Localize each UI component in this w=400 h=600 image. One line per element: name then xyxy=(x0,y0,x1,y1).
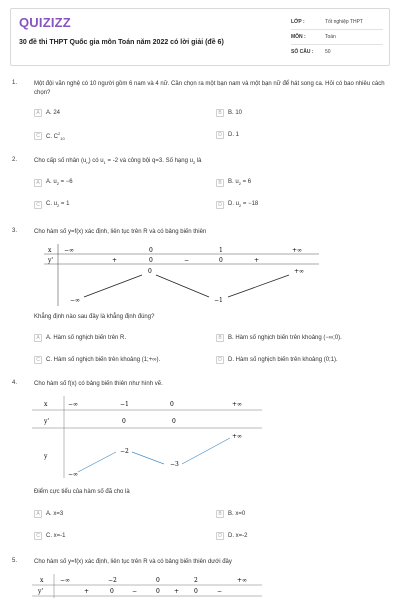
question-number: 5. xyxy=(12,558,18,564)
option-letter: A xyxy=(34,179,42,187)
x-value: +∞ xyxy=(232,401,243,408)
question-number: 1. xyxy=(12,80,18,86)
variation-table xyxy=(44,244,319,306)
question-2 xyxy=(12,157,392,217)
option-b[interactable] xyxy=(216,179,251,187)
option-text: B. $u_2 = 6$ xyxy=(228,179,252,187)
option-d[interactable] xyxy=(216,131,239,139)
option-text: C. Hàm số nghịch biến trên khoảng (1;+∞). xyxy=(46,357,161,363)
option-d[interactable] xyxy=(216,532,248,540)
option-b[interactable] xyxy=(216,109,242,117)
option-letter: C xyxy=(34,132,42,140)
option-b[interactable] xyxy=(216,510,245,518)
yprime-label: y' xyxy=(38,588,44,595)
x-value: 0 xyxy=(170,401,174,408)
y-value: −3 xyxy=(170,461,179,468)
quizizz-logo: QUIZIZZ xyxy=(19,15,71,30)
meta-label: MÔN : xyxy=(291,34,306,40)
meta-label: LỚP : xyxy=(291,19,305,25)
question-text: Một đội văn nghệ có 10 người gồm 6 nam và 4 nữ. Cần chọn ra một bạn nam và một bạn nữ để hát song ca. Hỏi có bao nhiêu cách chọn? xyxy=(34,81,385,96)
x-value: +∞ xyxy=(237,577,248,584)
option-letter: A xyxy=(34,334,42,342)
option-c[interactable] xyxy=(34,356,160,364)
question-number: 3. xyxy=(12,228,18,234)
sign: 0 xyxy=(110,588,114,595)
question-text: Cho cấp số nhân $(u_n)$ có $u_1 = -2$ và công bội q=3. Số hạng $u_2$ là xyxy=(34,158,202,166)
option-c[interactable] xyxy=(34,201,69,209)
arrow-up xyxy=(84,275,142,297)
x-value: 0 xyxy=(149,247,153,254)
option-text: D. Hàm số nghịch biến trên khoảng (0;1). xyxy=(228,357,338,363)
sign: + xyxy=(254,257,260,264)
sign: + xyxy=(174,588,180,595)
arrow-up xyxy=(182,438,230,464)
y-value: 0 xyxy=(148,268,152,275)
option-a[interactable] xyxy=(34,179,73,187)
option-letter: D xyxy=(216,131,224,139)
question-text: Điểm cực tiểu của hàm số đã cho là xyxy=(34,489,130,495)
option-letter: C xyxy=(34,201,42,209)
x-label: x xyxy=(44,401,48,408)
question-text: Cho hàm số f(x) có bảng biến thiên như hình vẽ. xyxy=(34,381,163,387)
x-value: +∞ xyxy=(292,247,303,254)
question-1 xyxy=(12,80,392,160)
variation-table xyxy=(32,396,262,478)
y-value: +∞ xyxy=(294,268,305,275)
arrow-down xyxy=(156,275,209,297)
question-4 xyxy=(12,380,392,550)
y-value: −2 xyxy=(120,448,129,455)
question-text: Cho hàm số y=f(x) xác định, liên tục trên R và có bảng biến thiên xyxy=(34,229,207,235)
option-text: B. 10 xyxy=(228,110,243,116)
option-text: D. 1 xyxy=(228,132,240,138)
option-c[interactable] xyxy=(34,532,66,540)
meta-value: Toán xyxy=(325,34,336,40)
option-letter: B xyxy=(216,510,224,518)
meta-value: Tốt nghiệp THPT xyxy=(325,19,363,25)
sign: − xyxy=(184,257,190,264)
arrow-up xyxy=(228,275,289,297)
yprime-value: 0 xyxy=(172,418,176,425)
meta-row-count xyxy=(291,45,383,59)
option-text: A. 24 xyxy=(46,110,61,116)
option-b[interactable] xyxy=(216,334,342,342)
option-letter: B xyxy=(216,109,224,117)
option-d[interactable] xyxy=(216,356,338,364)
meta-info xyxy=(291,15,383,59)
sign: 0 xyxy=(149,257,153,264)
option-letter: B xyxy=(216,179,224,187)
option-text: A. Hàm số nghịch biến trên R. xyxy=(46,335,127,341)
sign: 0 xyxy=(219,257,223,264)
x-value: 1 xyxy=(219,247,223,254)
arrow-down xyxy=(132,452,164,464)
document-header xyxy=(10,8,390,66)
option-text: C. $C^2_{10}$ xyxy=(46,131,65,142)
option-letter: C xyxy=(34,532,42,540)
option-text: A. $u_2 = -6$ xyxy=(46,179,73,187)
y-value: −1 xyxy=(214,297,223,304)
x-value: −∞ xyxy=(60,577,71,584)
option-text: B. x=0 xyxy=(228,511,246,517)
option-text: D. x=-2 xyxy=(228,533,248,539)
document-title: 30 đề thi THPT Quốc gia môn Toán năm 2022 có lời giải (đề 6) xyxy=(19,39,224,46)
meta-row-class xyxy=(291,15,383,30)
x-value: 0 xyxy=(156,577,160,584)
question-text: Khẳng định nào sau đây là khẳng định đúng? xyxy=(34,314,155,320)
x-value: 2 xyxy=(194,577,198,584)
option-letter: C xyxy=(34,356,42,364)
option-letter: A xyxy=(34,510,42,518)
option-text: D. $u_2 = -18$ xyxy=(228,201,259,209)
option-letter: D xyxy=(216,201,224,209)
y-value: −∞ xyxy=(70,297,81,304)
y-label: y xyxy=(44,453,48,460)
variation-table xyxy=(32,574,262,598)
sign: − xyxy=(132,588,138,595)
option-letter: A xyxy=(34,109,42,117)
sign: + xyxy=(112,257,118,264)
option-text: C. x=-1 xyxy=(46,533,66,539)
x-value: −∞ xyxy=(64,247,75,254)
option-letter: B xyxy=(216,334,224,342)
meta-value: 50 xyxy=(325,49,331,55)
yprime-label: y' xyxy=(48,257,54,264)
meta-row-subject xyxy=(291,30,383,45)
sign: + xyxy=(84,588,90,595)
meta-label: SỐ CÂU : xyxy=(291,49,314,55)
option-text: A. x=3 xyxy=(46,511,64,517)
y-value: −∞ xyxy=(68,471,79,478)
option-a[interactable] xyxy=(34,334,126,342)
x-value: −∞ xyxy=(68,401,79,408)
question-number: 2. xyxy=(12,157,18,163)
option-c[interactable] xyxy=(34,131,65,141)
yprime-value: 0 xyxy=(122,418,126,425)
x-label: x xyxy=(40,577,44,584)
sign: − xyxy=(217,588,223,595)
arrow-up xyxy=(78,452,116,472)
y-value: +∞ xyxy=(232,433,243,440)
question-text: Cho hàm số y=f(x) xác định, liên tục trên R và có bảng biến thiên dưới đây xyxy=(34,559,232,565)
option-letter: D xyxy=(216,532,224,540)
option-a[interactable] xyxy=(34,109,60,117)
sign: 0 xyxy=(194,588,198,595)
option-text: B. Hàm số nghịch biến trên khoảng (−∞;0). xyxy=(228,335,342,341)
sign: 0 xyxy=(156,588,160,595)
option-letter: D xyxy=(216,356,224,364)
question-number: 4. xyxy=(12,380,18,386)
x-value: −2 xyxy=(108,577,117,584)
option-a[interactable] xyxy=(34,510,63,518)
question-5 xyxy=(12,558,392,600)
option-d[interactable] xyxy=(216,201,258,209)
option-text: C. $u_2 = 1$ xyxy=(46,201,70,209)
x-value: −1 xyxy=(120,401,129,408)
question-3 xyxy=(12,228,392,378)
yprime-label: y' xyxy=(44,418,50,425)
x-label: x xyxy=(48,247,52,254)
